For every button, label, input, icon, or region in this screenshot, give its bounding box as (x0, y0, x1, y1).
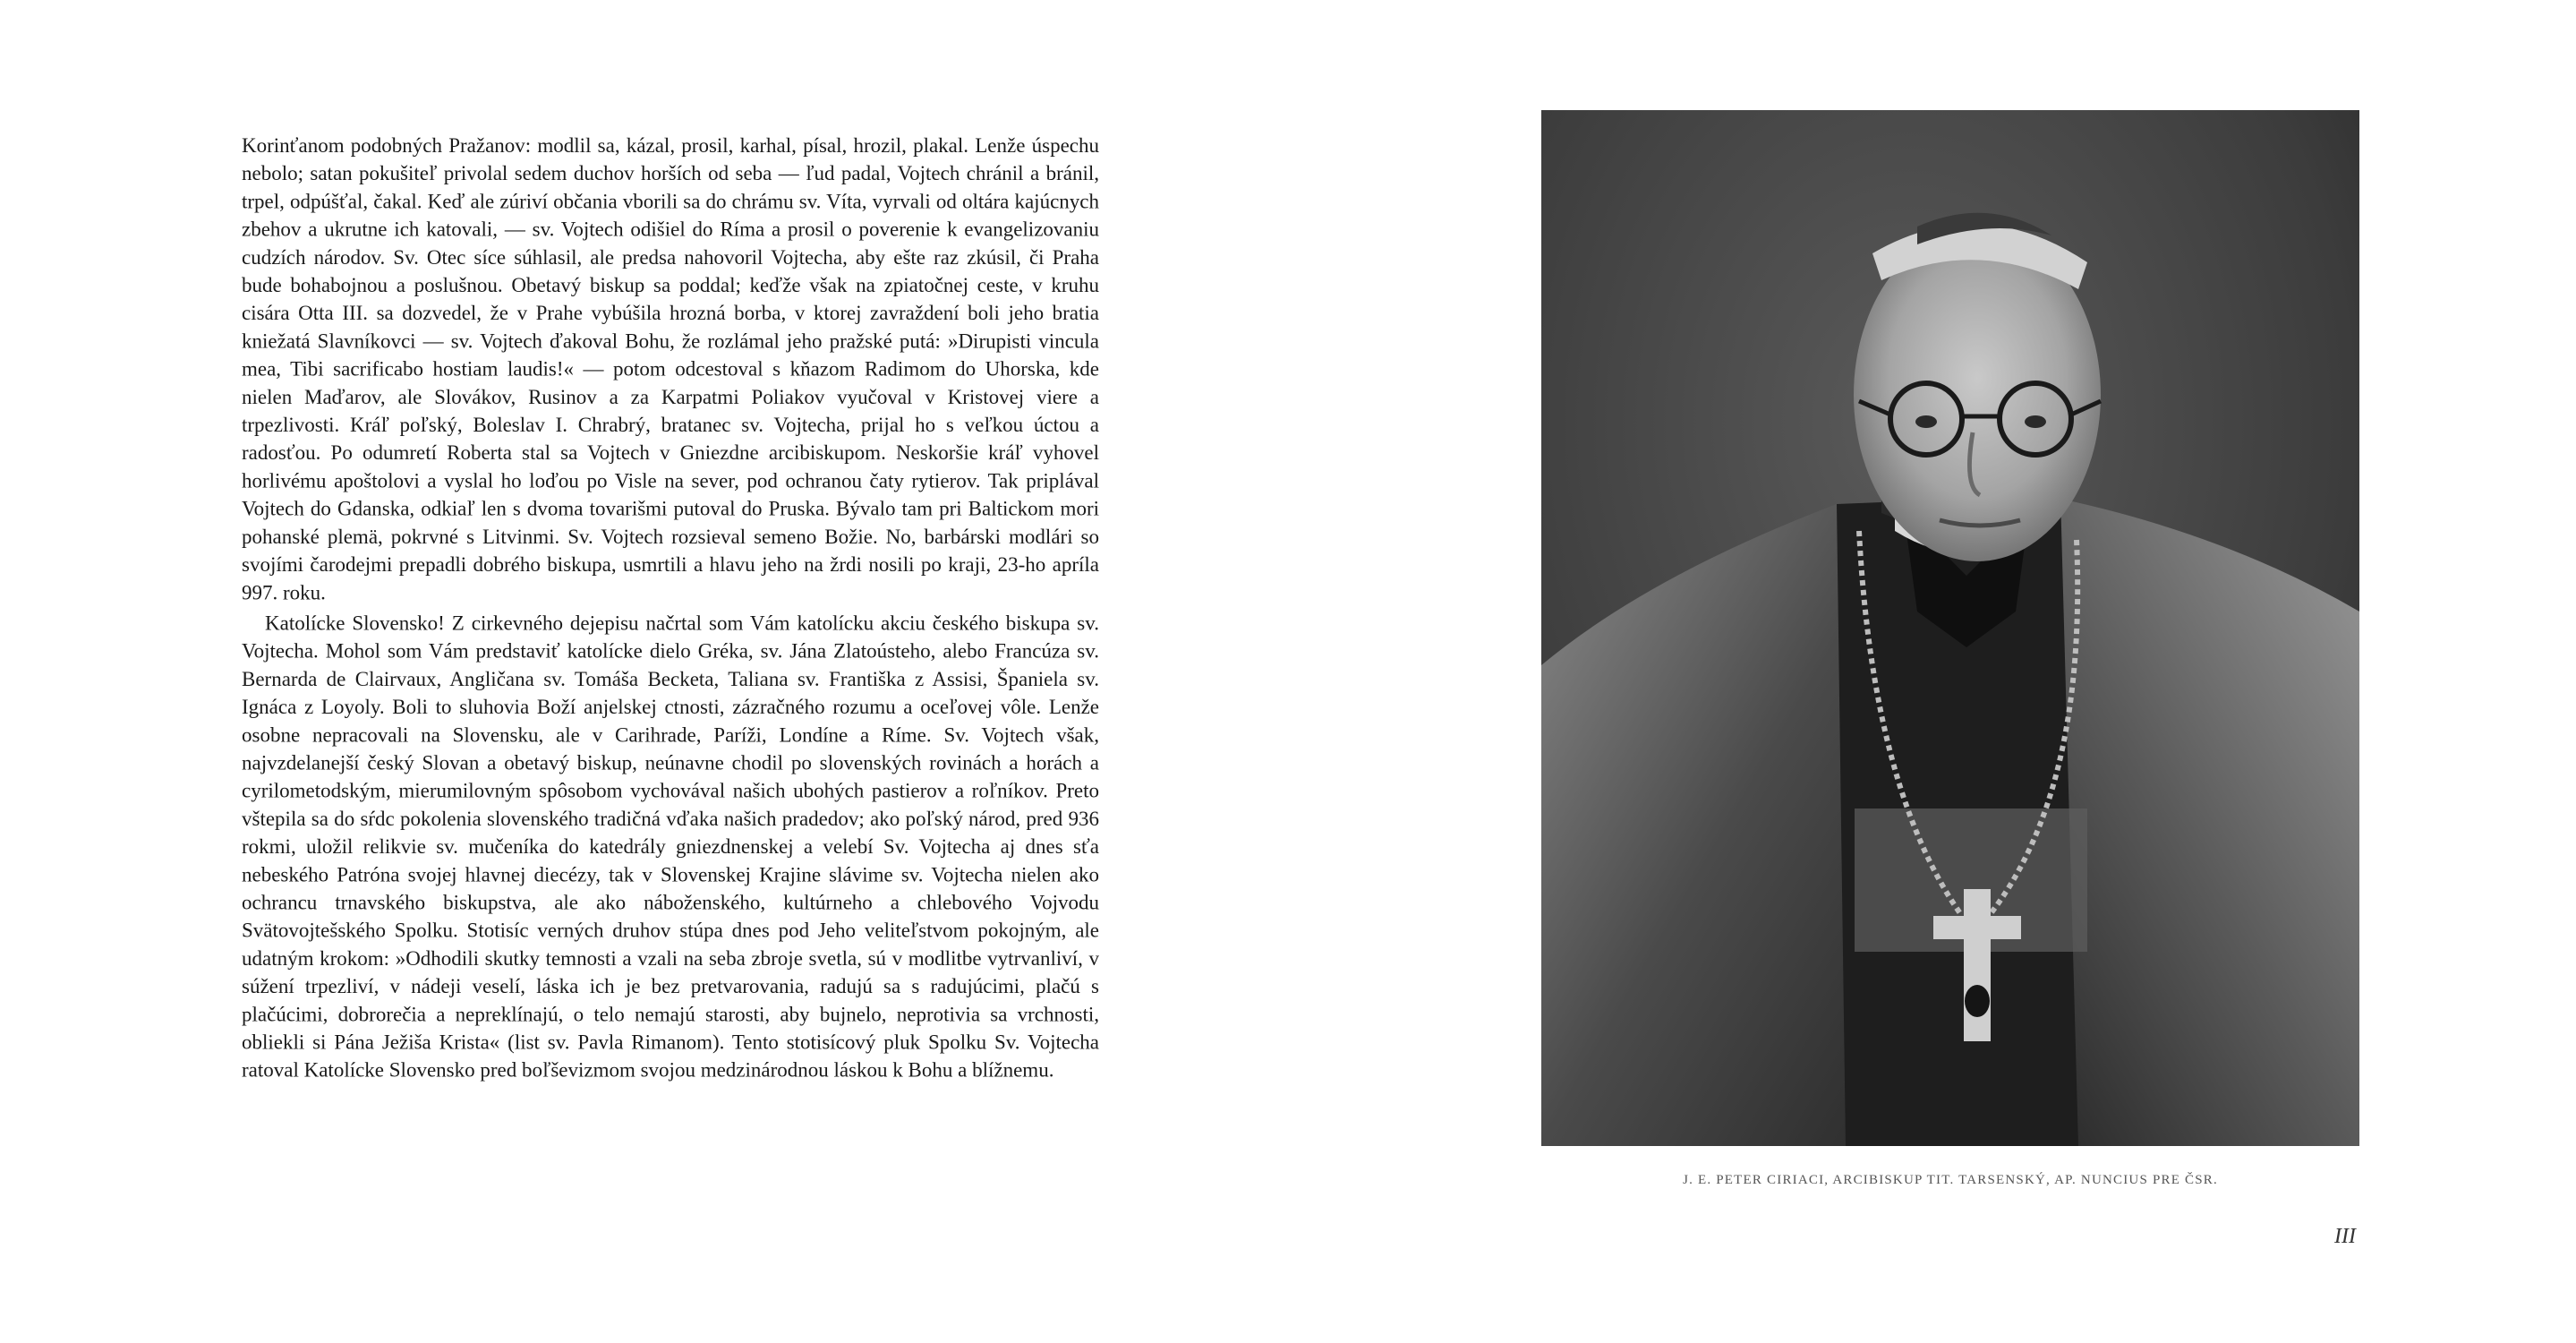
page-number: III (2334, 1225, 2356, 1248)
portrait-photo (1541, 110, 2359, 1146)
paragraph-2: Katolícke Slovensko! Z cirkevného dejepisu načrtal som Vám katolícku akciu českého biskupa sv. Vojtecha. Mohol som Vám predstaviť katolícke dielo Gréka, sv. Jána Zlatoústeho, alebo Francúza sv. Bernarda de Clairvaux, Angličana sv. Tomáša Becketa, Taliana sv. Františka z Assisi, Španiela sv. Ignáca z Loyoly. Boli to sluhovia Boží anjelskej ctnosti, zázračného rozumu a oceľovej vôle. Lenže osobne nepracovali na Slovensku, ale v Carihrade, Paríži, Londíne a Ríme. Sv. Vojtech však, najvzdelanejší český Slovan a obetavý biskup, neúnavne chodil po slovenských rovinách a horách a cyrilometodským, mierumilovným spôsobom vychovával našich ubohých pastierov a roľníkov. Preto vštepila sa do sŕdc pokolenia slovenského tradičná vďaka našich pradedov; ako poľský národ, pred 936 rokmi, uložil relikvie sv. mučeníka do katedrály gniezdnenskej a velebí Sv. Vojtecha aj dnes sťa nebeského Patróna svojej hlavnej diecézy, tak v Slovenskej Krajine slávime sv. Vojtecha nielen ako ochrancu trnavského biskupstva, ale ako náboženského, kultúrneho a chlebového Vojvodu Svätovojtešského Spolku. Stotisíc verných druhov stúpa dnes pod Jeho veliteľstvom pokojným, ale udatným krokom: »Odhodili skutky temnosti a vzali na seba zbroje svetla, sú v modlitbe vytrvanliví, v súžení trpezliví, v nádeji veselí, láska ich je bez pretvarovania, radujú sa s radujúcimi, plačú s plačúcimi, dobrorečia a nepreklínajú, o telo nemajú starosti, aby bujnelo, neprotivia sa vrchnosti, obliekli si Pána Ježiša Krista« (list sv. Pavla Rimanom). Tento stotisícový pluk Spolku Sv. Vojtecha ratoval Katolícke Slovensko pred boľševizmom svojou medzinárodnou láskou k Bohu a blížnemu. (242, 611, 1099, 1082)
photo-caption: J. E. PETER CIRIACI, ARCIBISKUP TIT. TARSENSKÝ, AP. NUNCIUS PRE ČSR. (1683, 1173, 2218, 1187)
paragraph-1: Korinťanom podobných Pražanov: modlil sa, kázal, prosil, karhal, písal, hrozil, plakal. Lenže úspechu nebolo; satan pokušiteľ privolal sedem duchov horších od seba — ľud padal, Vojtech chránil a bránil, trpel, odpúšťal, čakal. Keď ale zúriví občania vborili sa do chrámu sv. Víta, vyrvali od oltára kajúcnych zbehov a ukrutne ich katovali, — sv. Vojtech odišiel do Ríma a prosil o poverenie k evangelizovaniu cudzích národov. Sv. Otec síce súhlasil, ale predsa nahovoril Vojtecha, aby ešte raz zkúsil, či Praha bude bohabojnou a poslušnou. Obetavý biskup sa poddal; keďže však na zpiatočnej ceste, v kruhu cisára Otta III. sa dozvedel, že v Prahe vybúšila hrozná borba, v ktorej zavraždení boli jeho bratia kniežatá Slavníkovci — sv. Vojtech ďakoval Bohu, že rozlámal jeho pražské putá: »Dirupisti vincula mea, Tibi sacrificabo hostiam laudis!« — potom odcestoval s kňazom Radimom do Uhorska, kde nielen Maďarov, ale Slovákov, Rusinov a za Karpatmi Poliakov vyučoval v Kristovej viere a trpezlivosti. Kráľ poľský, Boleslav I. Chrabrý, bratanec sv. Vojtecha, prijal ho s veľkou úctou a radosťou. Po odumretí Roberta stal sa Vojtech v Gniezdne arcibiskupom. Neskoršie kráľ vyhovel horlivému apoštolovi a vyslal ho loďou po Visle na sever, pod ochranou čaty rytierov. Tak priplával Vojtech do Gdanska, odkiaľ len s dvoma tovarišmi putoval do Pruska. Bývalo tam pri Baltickom mori pohanské plemä, pokrvné s Litvinmi. Sv. Vojtech rozsieval semeno Božie. No, barbárski modlári so svojími čarodejmi prepadli dobrého biskupa, usmrtili a hlavu jeho na žrdi nosili po kraji, 23-ho apríla 997. roku. (242, 133, 1099, 604)
text-column (242, 132, 1099, 1084)
portrait-illustration (1541, 110, 2359, 1146)
